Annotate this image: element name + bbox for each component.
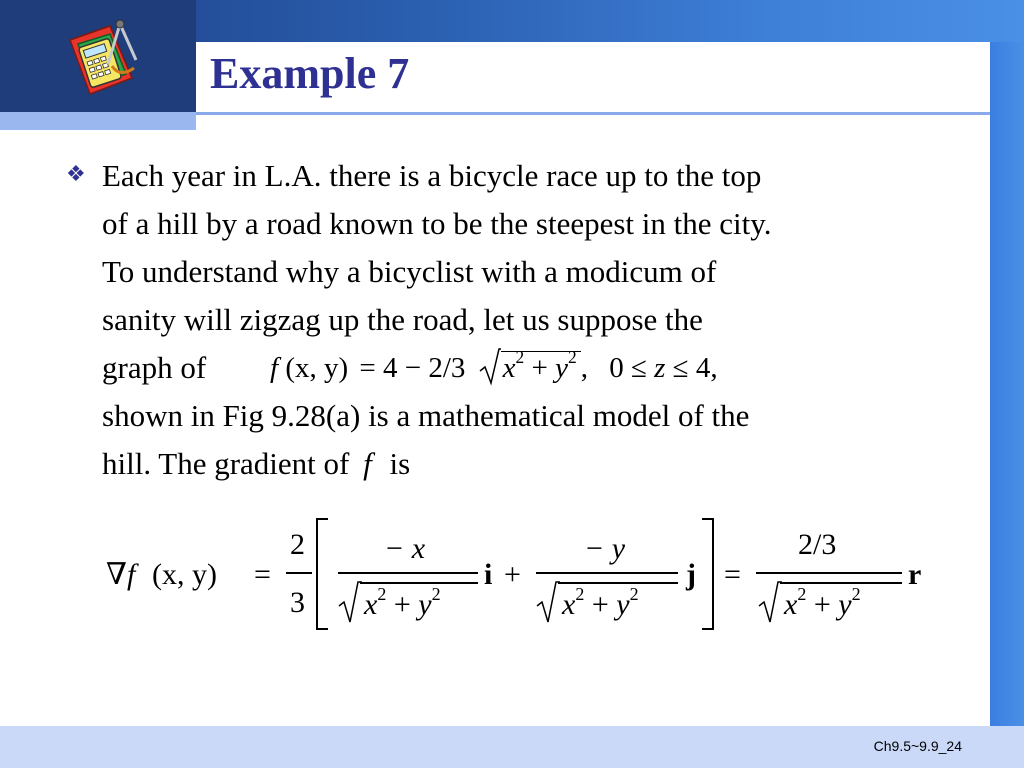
var-x: x — [562, 588, 576, 621]
var-y: y — [418, 588, 432, 621]
plus: + — [813, 588, 831, 621]
fraction-bar — [756, 572, 902, 574]
numerator-neg-x: − x — [384, 532, 426, 565]
exponent: 2 — [629, 583, 639, 604]
range-end: ≤ 4, — [672, 352, 718, 384]
sqrt-sign — [479, 347, 501, 387]
formula-eq: = 4 − 2/3 — [359, 352, 466, 384]
unit-vector-r: r — [908, 558, 922, 591]
gradient-equation — [106, 512, 936, 636]
nabla-f: ∇f — [106, 558, 136, 591]
denominator — [562, 583, 639, 621]
paragraph-text: hill. The gradient of — [102, 446, 350, 481]
slide-number: Ch9.5~9.9_24 — [873, 738, 962, 754]
unit-vector-i: i — [484, 558, 493, 591]
paragraph-line: shown in Fig 9.28(a) is a mathematical model of the — [102, 398, 750, 433]
fraction-bar — [536, 572, 678, 574]
paragraph-line: of a hill by a road known to be the steepest in the city. — [102, 206, 772, 241]
plus: + — [393, 588, 411, 621]
paragraph-line-with-formula — [102, 344, 970, 392]
sqrt-sign — [338, 576, 362, 624]
fraction-bar — [338, 572, 478, 574]
header-underline — [196, 112, 1024, 115]
var-x: x — [364, 588, 378, 621]
exponent: 2 — [377, 583, 387, 604]
left-bracket — [316, 518, 328, 630]
exponent: 2 — [851, 583, 861, 604]
paragraph-line: sanity will zigzag up the road, let us suppose the — [102, 302, 703, 337]
plus: + — [504, 558, 521, 591]
range-start: 0 ≤ — [609, 352, 647, 384]
eq-args: (x, y) — [152, 558, 217, 591]
rhs-numerator: 2/3 — [798, 528, 837, 561]
paragraph-line-with-formula — [102, 440, 970, 488]
paragraph-line: Each year in L.A. there is a bicycle race up to the top — [102, 158, 762, 193]
right-bracket — [702, 518, 714, 630]
formula-f: f — [270, 352, 279, 384]
inline-formula — [270, 344, 718, 395]
formula-args: (x, y) — [285, 352, 349, 384]
coef-denominator: 3 — [290, 586, 305, 619]
coef-numerator: 2 — [290, 528, 305, 561]
paragraph-line: To understand why a bicyclist with a modicum of — [102, 254, 717, 289]
footer-band — [0, 726, 1024, 768]
exponent: 2 — [797, 583, 807, 604]
var-x: x — [784, 588, 798, 621]
right-stripe — [990, 42, 1024, 726]
unit-vector-j: j — [686, 558, 696, 591]
plus: + — [531, 352, 548, 384]
sqrt-sign — [758, 576, 782, 624]
var-y: y — [555, 352, 568, 384]
gradient-f: f — [363, 446, 372, 481]
calculator-compass-icon — [60, 18, 144, 102]
var-x: x — [502, 352, 516, 384]
var-y: y — [616, 588, 630, 621]
sqrt-sign — [536, 576, 560, 624]
var-y: y — [838, 588, 852, 621]
exponent: 2 — [575, 583, 585, 604]
denominator — [364, 583, 441, 621]
var-z: z — [654, 352, 666, 384]
slide-title: Example 7 — [210, 49, 410, 98]
eq-equals: = — [724, 558, 741, 591]
paragraph-text: graph of — [102, 350, 207, 385]
exponent: 2 — [431, 583, 441, 604]
plus: + — [591, 588, 609, 621]
comma: , — [580, 352, 588, 384]
denominator — [784, 583, 861, 621]
eq-equals: = — [254, 558, 271, 591]
exponent: 2 — [567, 347, 577, 368]
radicand — [501, 347, 581, 384]
paragraph-text: is — [389, 446, 411, 481]
exponent: 2 — [515, 347, 525, 368]
fraction-bar — [286, 572, 312, 574]
header-underline-strip — [0, 112, 196, 130]
bullet-paragraph — [102, 152, 970, 488]
numerator-neg-y: − y — [584, 532, 626, 565]
bullet-diamond-icon: ❖ — [66, 162, 86, 187]
